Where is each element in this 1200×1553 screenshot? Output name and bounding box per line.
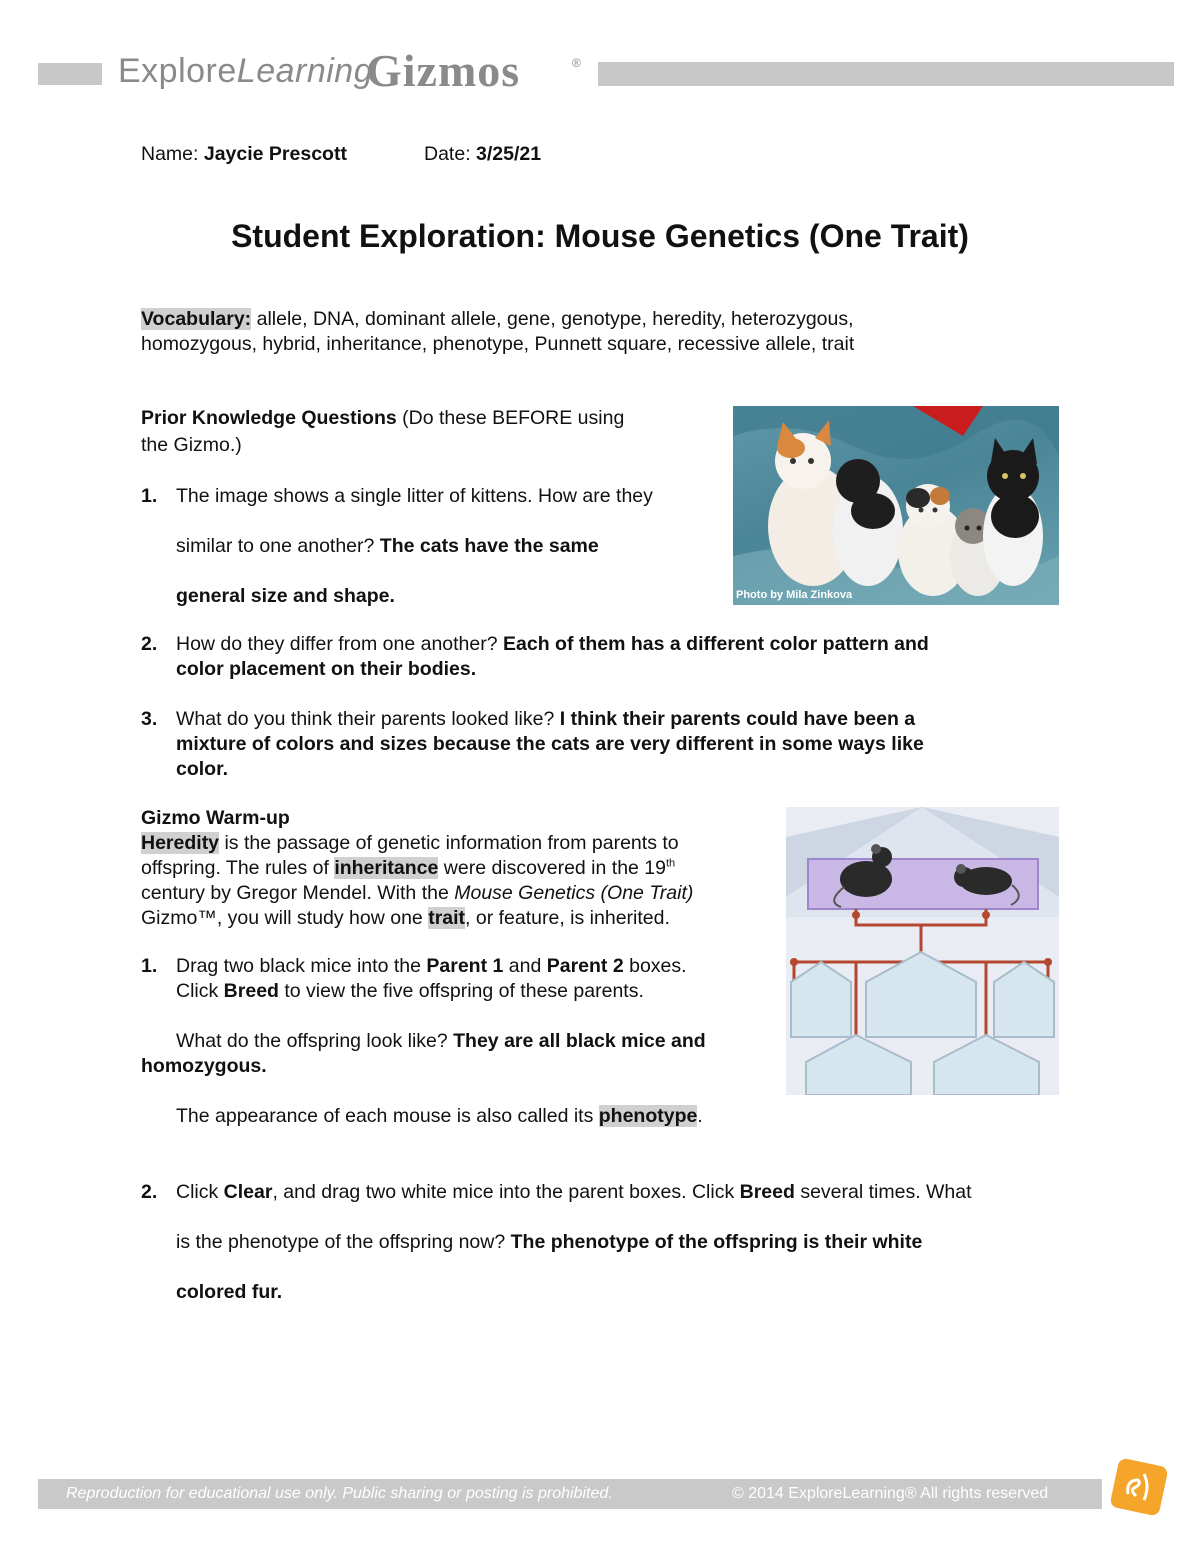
explorelearning-logo: ExploreLearning: [118, 52, 374, 90]
warmup-q1-offspring: What do the offspring look like? They are all black mice and homozygous.: [141, 1030, 706, 1077]
gizmos-logo: Gizmos: [366, 45, 521, 96]
warmup-q2-number: 2.: [141, 1181, 158, 1203]
prior-q2-number: 2.: [141, 633, 158, 655]
registered-mark: ®: [572, 56, 581, 70]
warmup-intro: Gizmo Warm-up Heredity is the passage of genetic information from parents to offspring. The rules of inheritance were discovered in the 19th century by Gregor Mendel. With the Mouse Genetics (One Trait) Gizmo™, you will study how one trait, or feature, is inherited.: [141, 806, 781, 931]
prior-heading: Prior Knowledge Questions (Do these BEFORE using the Gizmo.): [141, 407, 625, 456]
vocabulary-block: Vocabulary: allele, DNA, dominant allele, gene, genotype, heredity, heterozygous, homozygous, hybrid, inheritance, phenotype, Punnett square, recessive allele, trait: [141, 308, 855, 355]
prior-q3-answer: I think their parents could have been a: [559, 708, 916, 730]
kittens-photo: [733, 406, 1059, 605]
warmup-q1-answer: They are all black mice and: [453, 1030, 706, 1052]
header-bar-left: [38, 63, 102, 85]
warmup-q1-appearance: The appearance of each mouse is also called its phenotype.: [176, 1105, 703, 1127]
header-bar-right: [598, 62, 1174, 86]
footer-copyright: © 2014 ExploreLearning® All rights reserved: [732, 1485, 1049, 1502]
page-title: Student Exploration: Mouse Genetics (One Trait): [231, 218, 969, 254]
prior-q1: The image shows a single litter of kittens. How are they similar to one another? The cats have the same general size and shape.: [176, 485, 653, 607]
prior-q3: What do you think their parents looked like? I think their parents could have been a mixture of colors and sizes because the cats are very different in some ways like color.: [176, 708, 924, 780]
warmup-q2-answer: The phenotype of the offspring is their white: [510, 1231, 923, 1253]
el-logo-icon: [1108, 1456, 1170, 1518]
date-value: 3/25/21: [476, 143, 542, 165]
prior-q3-number: 3.: [141, 708, 158, 730]
warmup-q1: Drag two black mice into the Parent 1 and Parent 2 boxes. Click Breed to view the five offspring of these parents.: [176, 955, 687, 1002]
warmup-q1-number: 1.: [141, 955, 158, 977]
mouse-genetics-gizmo-image: [786, 807, 1059, 1095]
prior-q1-number: 1.: [141, 485, 158, 507]
photo-credit: Photo by Mila Zinkova: [736, 589, 853, 601]
vocabulary-label: Vocabulary:: [141, 308, 252, 330]
footer-disclaimer: Reproduction for educational use only. Public sharing or posting is prohibited.: [66, 1485, 613, 1502]
prior-q1-answer: The cats have the same: [379, 535, 599, 557]
warmup-q2: Click Clear, and drag two white mice into the parent boxes. Click Breed several times. What is the phenotype of the offspring now? The phenotype of the offspring is their white colored fur.: [176, 1181, 972, 1303]
name-line: Name: Jaycie Prescott: [141, 143, 347, 165]
date-line: Date: 3/25/21: [424, 143, 542, 165]
prior-q2: How do they differ from one another? Each of them has a different color pattern and color placement on their bodies.: [176, 633, 929, 680]
prior-q2-answer: Each of them has a different color pattern and: [503, 633, 929, 655]
warmup-heading: Gizmo Warm-up: [141, 807, 290, 829]
student-name: Jaycie Prescott: [203, 143, 347, 165]
